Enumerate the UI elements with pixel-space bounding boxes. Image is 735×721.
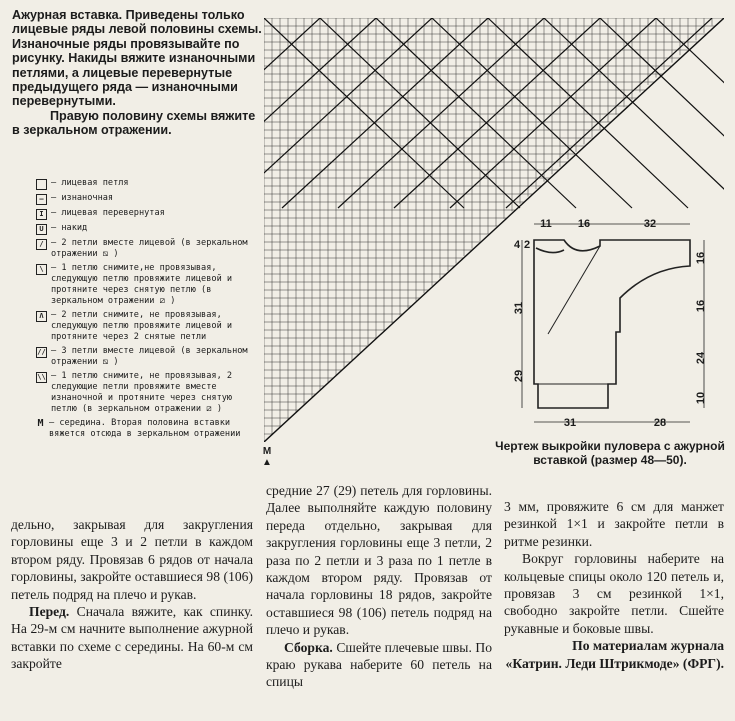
sk2p-symbol: \\ — [37, 373, 46, 381]
dim-left-1: 4 — [513, 239, 521, 251]
column3-paragraph-2: Вокруг горловины наберите на кольцевые спицы около 120 петель и, провязав 3 см резинкой 1×1, свободно закройте петли. Сшейте рукавные и боковые швы. — [504, 551, 724, 636]
dim-left-3: 31 — [513, 301, 525, 315]
assembly-text: Сшейте плечевые швы. По краю рукава наберите 60 петель на спицы — [266, 639, 492, 690]
neckline-front-curve — [536, 248, 564, 253]
k3tog-symbol: // — [37, 348, 46, 356]
legend-text: – изнаночная — [51, 193, 114, 203]
legend-text: – 1 петлю снимите, не провязывая, 2 следующие петли провяжите вместе изнаночной и протяните через снятую петлю (в зеркальном отражении ⧄ ) — [51, 371, 233, 414]
intro-paragraph-1: Ажурная вставка. Приведены только лицевые ряды левой половины схемы. Изнаночные ряды провязывайте по рисунку. Накиды вяжите изнаночными петлями, а лицевые перевернутые предыдущего ряда — изнаночными перевернутыми. — [12, 8, 262, 109]
legend-text: – 3 петли вместе лицевой (в зеркальном отражении ⧅ ) — [51, 346, 248, 367]
dim-left-2: 2 — [523, 239, 531, 251]
legend-item — [36, 371, 258, 415]
purl-stitch-symbol: – — [36, 194, 47, 205]
legend-item — [36, 346, 258, 368]
column1-paragraph-1: дельно, закрывая для закругления горловины еще 3 и 2 петли в каждом втором ряду. Провязав 6 рядов от начала горловины, закройте оставшиеся 98 (106) петель подряд на плечо и рукав. — [11, 517, 253, 602]
legend-text: – 2 петли снимите, не провязывая, следующую петлю провяжите лицевой и протяните через 2 снятые петли — [51, 310, 233, 342]
pattern-caption: Чертеж выкройки пуловера с ажурной вставкой (размер 48—50). — [495, 439, 725, 467]
assembly-heading: Сборка. — [284, 639, 333, 655]
sweater-pattern-drawing — [500, 208, 730, 438]
column3-paragraph-1: 3 мм, провяжите 6 см для манжет резинкой 1×1 и закройте петли в ритме резинки. — [504, 499, 724, 549]
chart-middle-mark — [260, 446, 274, 468]
legend-text: – лицевая петля — [51, 178, 129, 188]
middle-mark-symbol: М — [37, 418, 44, 429]
dim-right-3: 24 — [695, 351, 707, 365]
dim-left-4: 29 — [513, 369, 525, 383]
legend-item — [36, 310, 258, 343]
dim-top-2: 16 — [577, 218, 591, 230]
dim-right-1: 16 — [695, 251, 707, 265]
front-heading: Перед. — [29, 604, 70, 620]
legend-item — [36, 263, 258, 307]
intro-paragraph-2: Правую половину схемы вяжите в зеркальном отражении. — [12, 108, 256, 138]
central-double-decrease-symbol: Λ — [36, 311, 47, 322]
text-column-2 — [266, 482, 492, 691]
dim-bottom-2: 28 — [653, 417, 667, 429]
k2tog-symbol: / — [36, 239, 47, 250]
source-line-1: По материалам журнала — [572, 638, 724, 654]
dim-right-4: 10 — [695, 391, 707, 405]
legend-text: – середина. Вторая половина вставки вяжется отсюда в зеркальном отражении — [49, 418, 241, 439]
chart-middle-letter: М — [262, 446, 272, 457]
legend-item — [36, 238, 258, 260]
text-column-1 — [11, 516, 253, 673]
legend-item — [36, 418, 258, 440]
knit-stitch-symbol — [36, 179, 47, 190]
legend-item — [36, 193, 258, 205]
column2-paragraph-2 — [266, 639, 492, 691]
yarn-over-symbol: U — [36, 224, 47, 235]
dim-top-3: 32 — [643, 218, 657, 230]
twisted-knit-symbol: I — [36, 209, 47, 220]
legend-item — [36, 178, 258, 190]
legend-text: – 1 петлю снимите,не провязывая, следующую петлю провяжите лицевой и протяните через снятую петлю (в зеркальном отражении ⧄ ) — [51, 263, 233, 306]
symbol-legend — [36, 178, 258, 443]
ssk-symbol: \ — [36, 264, 47, 275]
insert-diagonal-line — [548, 246, 600, 334]
text-column-3 — [504, 498, 724, 672]
dim-right-2: 16 — [695, 299, 707, 313]
column1-paragraph-2 — [11, 603, 253, 673]
chart-motif-lines — [264, 18, 724, 208]
legend-item — [36, 208, 258, 220]
intro-text — [12, 8, 264, 138]
pattern-outline — [534, 240, 690, 408]
legend-text: – 2 петли вместе лицевой (в зеркальном отражении ⧅ ) — [51, 238, 248, 259]
column2-paragraph-1: средние 27 (29) петель для горловины. Далее выполняйте каждую половину переда отдельно, закрывая для закругления горловины еще 3 петли, 2 раза по 2 петли и 3 раза по 1 петле в каждом втором ряду. Провязав от начала горловины 18 рядов, закройте оставшиеся 98 (106) петель подряд на плечо и рукав. — [266, 483, 492, 638]
legend-text: – лицевая перевернутая — [51, 208, 165, 218]
legend-text: – накид — [51, 223, 88, 233]
dim-top-1: 11 — [540, 218, 552, 230]
legend-item — [36, 223, 258, 235]
source-line-2: «Катрин. Леди Штрикмоде» (ФРГ). — [505, 655, 724, 671]
dim-bottom-1: 31 — [563, 417, 577, 429]
front-text: Сначала вяжите, как спинку. На 29-м см начните выполнение ажурной вставки по схеме с середины. На 60-м см закройте — [11, 604, 253, 672]
up-arrow-icon: ▲ — [262, 457, 272, 468]
